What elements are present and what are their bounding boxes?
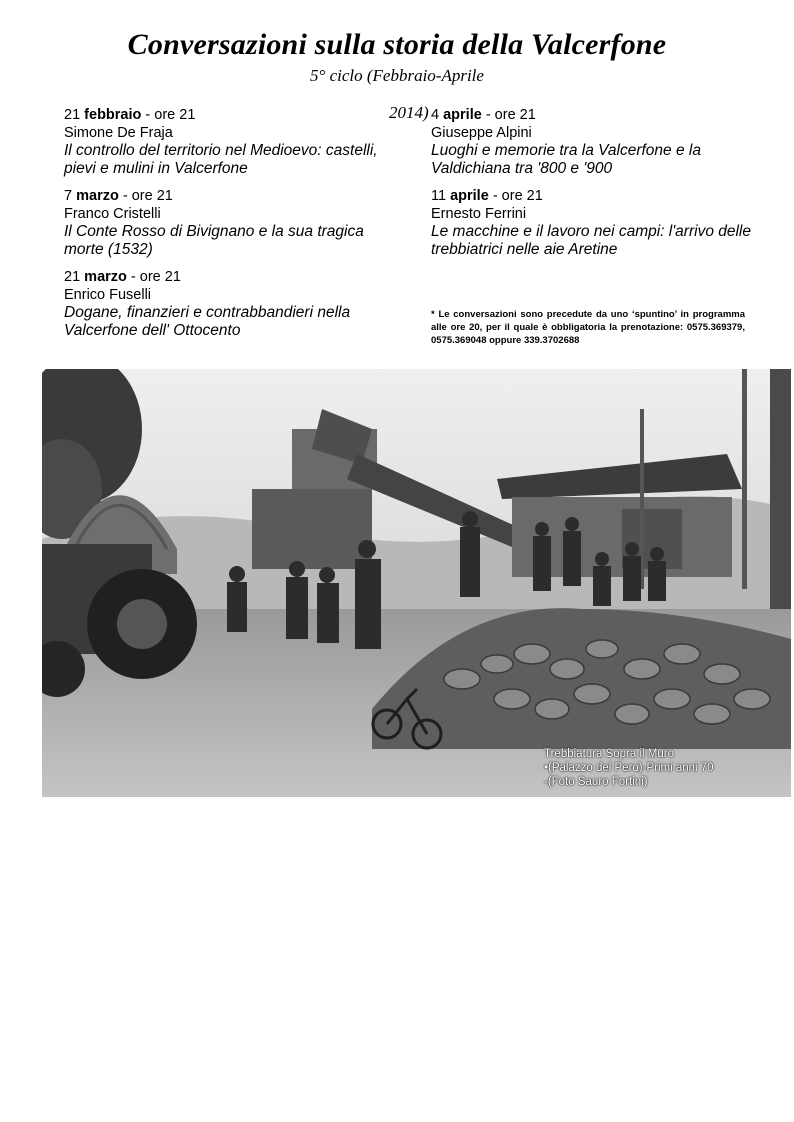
event-speaker: Franco Cristelli bbox=[64, 206, 161, 222]
event-speaker: Simone De Fraja bbox=[64, 125, 173, 141]
event-item bbox=[64, 268, 404, 340]
page-title: Conversazioni sulla storia della Valcerfone bbox=[127, 28, 667, 61]
reservation-note: * Le conversazioni sono precedute da uno ‘spuntino’ in programma alle ore 20, per il quale è obbligatoria la prenotazione: 0575.369379, 0575.369048 oppure 339.3702688 bbox=[431, 309, 745, 346]
threshing-photo bbox=[42, 369, 791, 797]
event-date: 7 marzo - ore 21 bbox=[64, 188, 173, 204]
event-talk-title: Luoghi e memorie tra la Valcerfone e la Valdichiana tra '800 e '900 bbox=[431, 142, 701, 177]
events-right-column bbox=[431, 106, 771, 268]
photo-caption: Trebbiatura Sopra il Muro •(Palazzo del Pero)-Primi anni 70 -(Foto Sauro Fortini) bbox=[544, 748, 714, 788]
event-speaker: Ernesto Ferrini bbox=[431, 206, 527, 222]
page-subtitle: 5° ciclo (Febbraio-Aprile bbox=[310, 66, 484, 85]
event-speaker: Giuseppe Alpini bbox=[431, 125, 532, 141]
event-date: 21 febbraio - ore 21 bbox=[64, 107, 196, 123]
event-item bbox=[64, 187, 404, 259]
event-talk-title: Le macchine e il lavoro nei campi: l'arrivo delle trebbiatrici nelle aie Aretine bbox=[431, 223, 751, 258]
event-date: 21 marzo - ore 21 bbox=[64, 269, 181, 285]
event-talk-title: Dogane, finanzieri e contrabbandieri nella Valcerfone dell' Ottocento bbox=[64, 304, 351, 339]
event-date: 4 aprile - ore 21 bbox=[431, 107, 536, 123]
event-date: 11 aprile - ore 21 bbox=[431, 188, 543, 204]
event-item bbox=[64, 106, 404, 178]
subtitle-year: 2014) bbox=[389, 103, 429, 122]
event-talk-title: Il Conte Rosso di Bivignano e la sua tragica morte (1532) bbox=[64, 223, 364, 258]
event-speaker: Enrico Fuselli bbox=[64, 287, 152, 303]
event-talk-title: Il controllo del territorio nel Medioevo: castelli, pievi e mulini in Valcerfone bbox=[64, 142, 378, 177]
event-item bbox=[431, 187, 771, 259]
events-left-column bbox=[64, 106, 404, 349]
event-item bbox=[431, 106, 771, 178]
